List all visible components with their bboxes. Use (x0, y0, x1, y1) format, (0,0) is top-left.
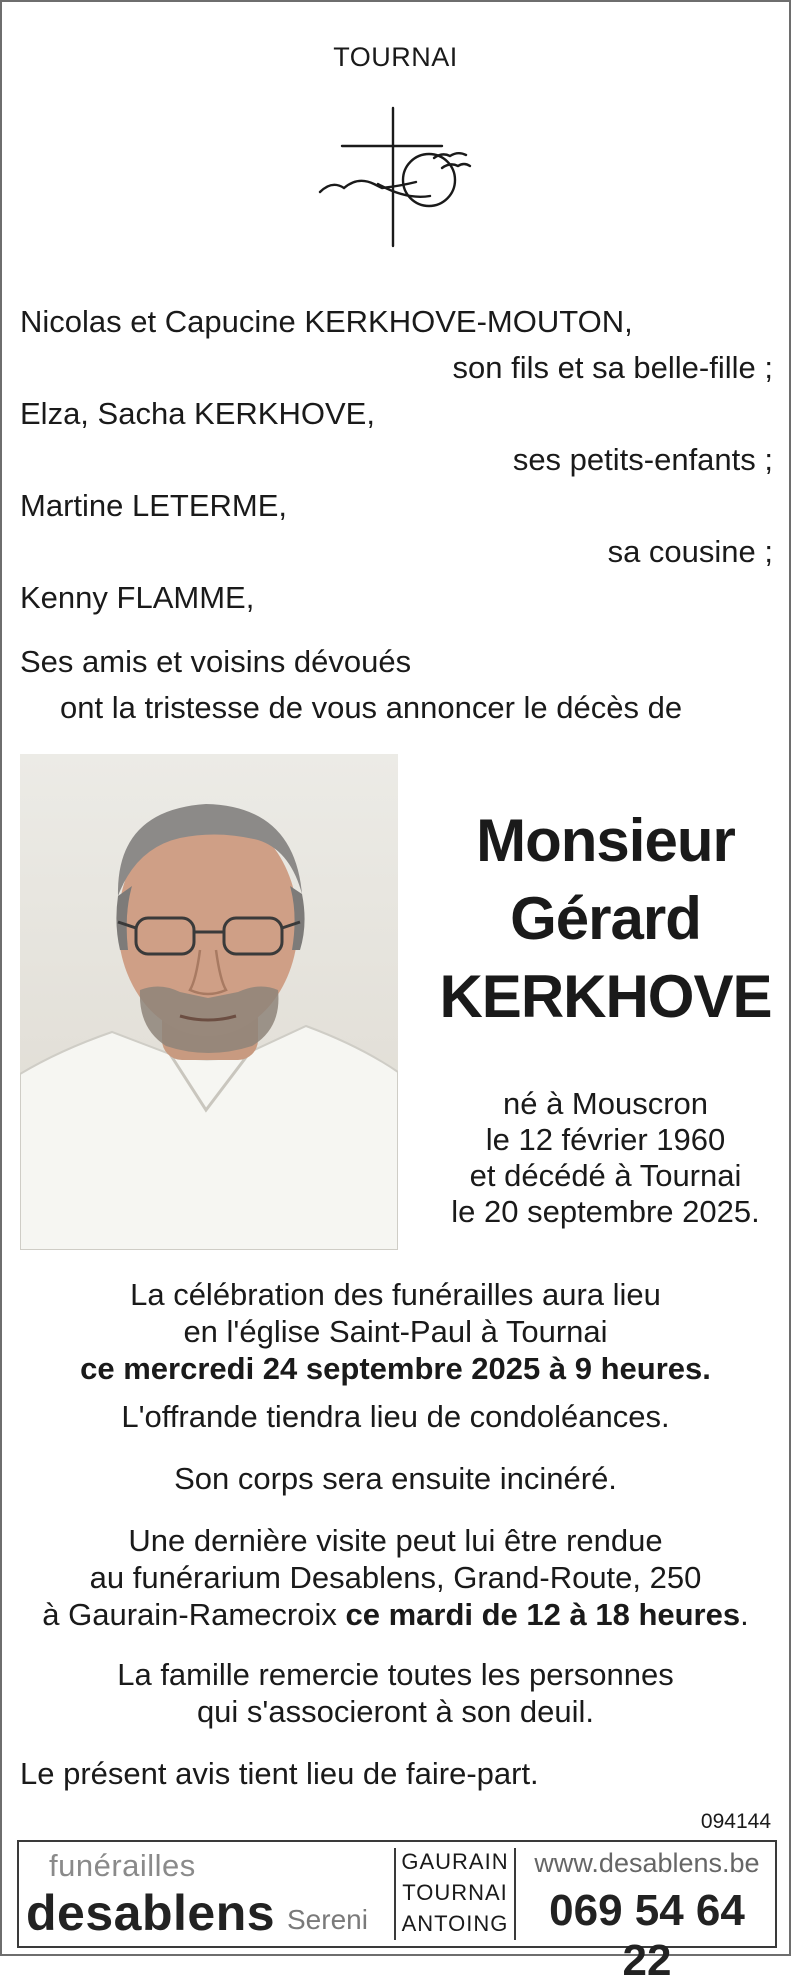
visit-info (2, 1522, 789, 1633)
visit-location: à Gaurain-Ramecroix (42, 1597, 346, 1632)
visit-line: au funérarium Desablens, Grand-Route, 250 (89, 1560, 702, 1595)
deceased-name-block (422, 802, 789, 1036)
family-line: Kenny FLAMME, (20, 580, 255, 615)
city-header: TOURNAI (333, 42, 458, 72)
birth-place: né à Mouscron (502, 1086, 709, 1121)
family-relation: ses petits-enfants ; (512, 442, 773, 477)
death-place: et décédé à Tournai (469, 1158, 742, 1193)
birth-date: le 12 février 1960 (485, 1122, 726, 1157)
thanks-line: qui s'associeront à son deuil. (196, 1694, 595, 1729)
city-gaurain: GAURAIN (401, 1849, 509, 1874)
visit-time: ce mardi de 12 à 18 heures (345, 1597, 741, 1632)
funeral-home-footer (17, 1840, 777, 1985)
ceremony-info (2, 1276, 789, 1387)
divider (514, 1848, 516, 1940)
divider (394, 1848, 396, 1940)
notice-text: Le présent avis tient lieu de faire-part. (20, 1756, 539, 1791)
family-line: Nicolas et Capucine KERKHOVE-MOUTON, (20, 304, 633, 339)
visit-line (2, 1596, 789, 1633)
branch-cities (398, 1846, 512, 1939)
city-antoing: ANTOING (401, 1911, 509, 1936)
thanks-text (2, 1656, 789, 1730)
visit-period: . (740, 1597, 749, 1632)
family-relation: sa cousine ; (607, 534, 773, 569)
portrait-photo (20, 754, 398, 1250)
ceremony-line: en l'église Saint-Paul à Tournai (183, 1314, 608, 1349)
family-relation: son fils et sa belle-fille ; (452, 350, 773, 385)
offering-text: L'offrande tiendra lieu de condoléances. (121, 1399, 670, 1434)
phone-number[interactable]: 069 54 64 22 (549, 1886, 745, 1985)
family-line: Ses amis et voisins dévoués (20, 644, 412, 679)
deceased-last-name: KERKHOVE (439, 963, 772, 1030)
brand-sub: Sereni (287, 1904, 368, 1935)
website-link[interactable]: www.desablens.be (534, 1848, 760, 1878)
brand-top: funérailles (49, 1848, 196, 1883)
cross-sun-icon (318, 104, 478, 259)
family-line: Martine LETERME, (20, 488, 288, 523)
thanks-line: La famille remercie toutes les personnes (117, 1657, 674, 1692)
deceased-first-name: Gérard (510, 885, 701, 952)
reference-number: 094144 (700, 1810, 771, 1833)
visit-line: Une dernière visite peut lui être rendue (128, 1523, 663, 1558)
announcement-line: ont la tristesse de vous annoncer le décès de (60, 690, 683, 725)
cremation-text: Son corps sera ensuite incinéré. (174, 1461, 617, 1496)
brand-main: desablens (26, 1885, 276, 1941)
ceremony-date: ce mercredi 24 septembre 2025 à 9 heures. (80, 1351, 711, 1386)
death-date: le 20 septembre 2025. (451, 1194, 760, 1229)
brand-logo (19, 1842, 389, 1946)
ceremony-line: La célébration des funérailles aura lieu (130, 1277, 661, 1312)
life-dates (422, 1086, 789, 1230)
deceased-title: Monsieur (476, 807, 735, 874)
city-tournai: TOURNAI (402, 1880, 508, 1905)
family-line: Elza, Sacha KERKHOVE, (20, 396, 375, 431)
